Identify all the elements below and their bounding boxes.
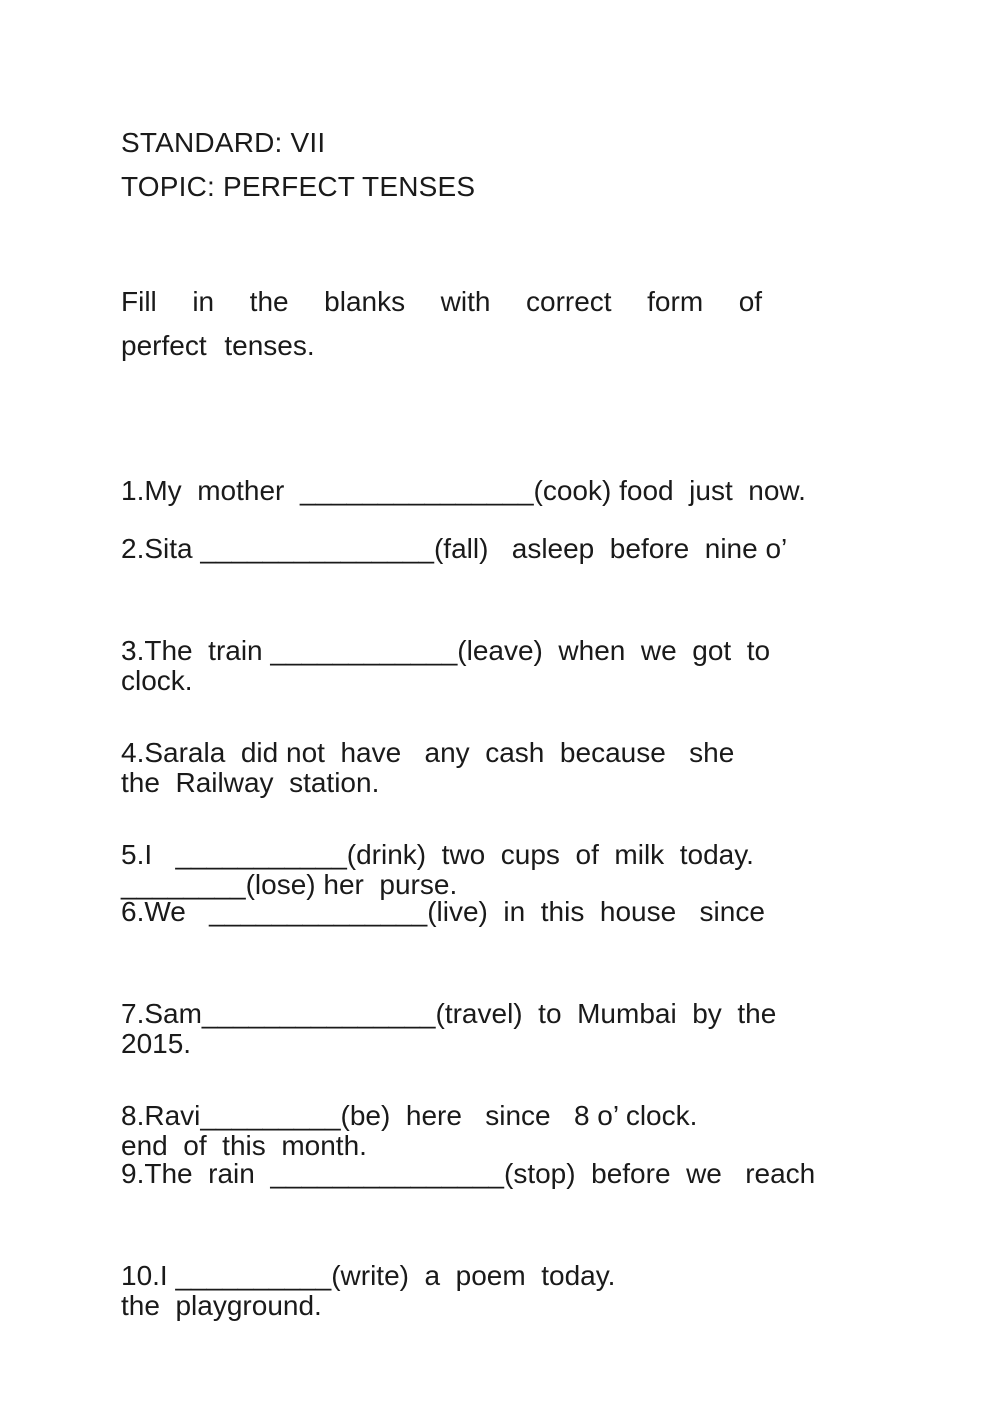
question-7-line-2: end of this month. [121, 1130, 367, 1161]
question-8-line-1: 8.Ravi_________(be) here since 8 o’ clock. [121, 1100, 698, 1131]
question-4-line-2: ________(lose) her purse. [121, 869, 458, 900]
question-3-line-1: 3.The train ____________(leave) when we got to [121, 635, 771, 666]
question-9-line-1: 9.The rain _______________(stop) before we reach [121, 1158, 816, 1189]
question-2-line-1: 2.Sita _______________(fall) asleep before nine o’ [121, 533, 788, 564]
question-2-line-2: clock. [121, 665, 193, 696]
standard-label: STANDARD: VII [121, 127, 326, 158]
question-10-line-1: 10.I __________(write) a poem today. [121, 1260, 616, 1291]
question-9-line-2: the playground. [121, 1290, 322, 1321]
question-5-line-1: 5.I ___________(drink) two cups of milk today. [121, 839, 754, 870]
question-1-line-1: 1.My mother _______________(cook) food just now. [121, 475, 806, 506]
instruction-text: Fill in the blanks with correct form of perfect tenses. [121, 286, 798, 361]
question-6-line-2: 2015. [121, 1028, 192, 1059]
question-4-line-1: 4.Sarala did not have any cash because she [121, 737, 735, 768]
question-3-line-2: the Railway station. [121, 767, 380, 798]
question-7-line-1: 7.Sam_______________(travel) to Mumbai by the [121, 998, 777, 1029]
question-10 [121, 1166, 615, 1386]
question-6-line-1: 6.We ______________(live) in this house since [121, 896, 765, 927]
topic-label: TOPIC: PERFECT TENSES [121, 171, 476, 202]
